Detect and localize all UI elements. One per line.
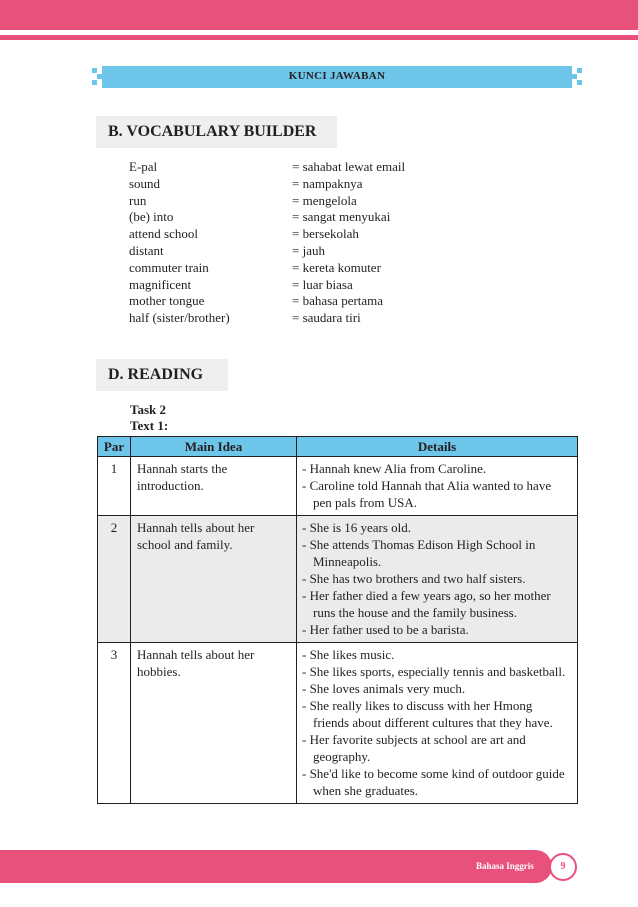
vocab-term: mother tongue <box>129 293 205 309</box>
main-idea-cell: Hannah starts the introduction. <box>131 457 297 516</box>
vocab-meaning: = kereta komuter <box>292 259 381 275</box>
vocab-meaning: = sangat menyukai <box>292 209 391 225</box>
details-cell <box>297 643 578 804</box>
vocab-row <box>129 176 469 193</box>
column-header-details: Details <box>297 437 578 457</box>
vocab-row <box>129 193 469 210</box>
details-cell <box>297 457 578 516</box>
par-cell: 1 <box>98 457 131 516</box>
vocab-term: distant <box>129 242 164 258</box>
table-row <box>98 516 578 643</box>
vocab-term: (be) into <box>129 209 174 225</box>
vocab-row <box>129 310 469 327</box>
details-cell <box>297 516 578 643</box>
footer-pink-band <box>0 850 552 883</box>
detail-item: - She has two brothers and two half sisters. <box>302 571 526 586</box>
vocab-row <box>129 243 469 260</box>
vocab-row <box>129 293 469 310</box>
table-row <box>98 643 578 804</box>
detail-item: - Caroline told Hannah that Alia wanted to have pen pals from USA. <box>302 478 552 510</box>
vocab-term: run <box>129 192 147 208</box>
par-cell: 3 <box>98 643 131 804</box>
detail-item: - She attends Thomas Edison High School in Minneapolis. <box>302 537 536 569</box>
page-number: 9 <box>560 861 566 872</box>
vocab-meaning: = jauh <box>292 242 325 258</box>
task-label-block <box>130 402 168 434</box>
section-b-heading: B. VOCABULARY BUILDER <box>96 116 337 148</box>
detail-item: - She likes sports, especially tennis and basketball. <box>302 664 566 679</box>
reading-table <box>97 436 578 804</box>
table-row <box>98 457 578 516</box>
par-cell: 2 <box>98 516 131 643</box>
answer-key-banner <box>92 66 582 88</box>
main-idea-cell: Hannah tells about her hobbies. <box>131 643 297 804</box>
column-header-par: Par <box>98 437 131 457</box>
vocab-meaning: = bahasa pertama <box>292 293 384 309</box>
vocab-meaning: = bersekolah <box>292 226 359 242</box>
vocab-term: sound <box>129 175 161 191</box>
vocab-meaning: = mengelola <box>292 192 357 208</box>
top-pink-band <box>0 0 638 30</box>
vocab-term: magnificent <box>129 276 192 292</box>
detail-item: - Her favorite subjects at school are art and geography. <box>302 732 526 764</box>
vocab-term: attend school <box>129 226 198 242</box>
detail-item: - She'd like to become some kind of outdoor guide when she graduates. <box>302 766 565 798</box>
vocab-row <box>129 159 469 176</box>
vocab-term: half (sister/brother) <box>129 310 230 326</box>
top-pink-rule <box>0 35 638 40</box>
detail-item: - She is 16 years old. <box>302 520 412 535</box>
main-idea-cell: Hannah tells about her school and family. <box>131 516 297 643</box>
detail-item: - Her father used to be a barista. <box>302 622 469 637</box>
vocab-row <box>129 260 469 277</box>
vocabulary-list <box>129 159 469 327</box>
detail-item: - Hannah knew Alia from Caroline. <box>302 461 487 476</box>
detail-item: - She likes music. <box>302 647 395 662</box>
vocab-meaning: = sahabat lewat email <box>292 159 406 174</box>
vocab-term: commuter train <box>129 259 209 275</box>
detail-item: - She loves animals very much. <box>302 681 466 696</box>
vocab-row <box>129 277 469 294</box>
detail-item: - She really likes to discuss with her Hmong friends about different cultures that they have. <box>302 698 553 730</box>
vocab-term: E-pal <box>129 159 158 174</box>
text-label: Text 1: <box>130 418 169 433</box>
footer-book-title: Bahasa Inggris <box>476 861 534 871</box>
section-d-heading: D. READING <box>96 359 228 391</box>
column-header-main-idea: Main Idea <box>131 437 297 457</box>
vocab-meaning: = nampaknya <box>292 175 363 191</box>
vocab-meaning: = saudara tiri <box>292 310 361 326</box>
table-header-row <box>98 437 578 457</box>
vocab-meaning: = luar biasa <box>292 276 353 292</box>
answer-key-title: KUNCI JAWABAN <box>288 70 386 82</box>
vocab-row <box>129 209 469 226</box>
vocab-row <box>129 226 469 243</box>
detail-item: - Her father died a few years ago, so her mother runs the house and the family business. <box>302 588 551 620</box>
task-label: Task 2 <box>130 402 167 417</box>
page-number-badge <box>549 853 577 881</box>
